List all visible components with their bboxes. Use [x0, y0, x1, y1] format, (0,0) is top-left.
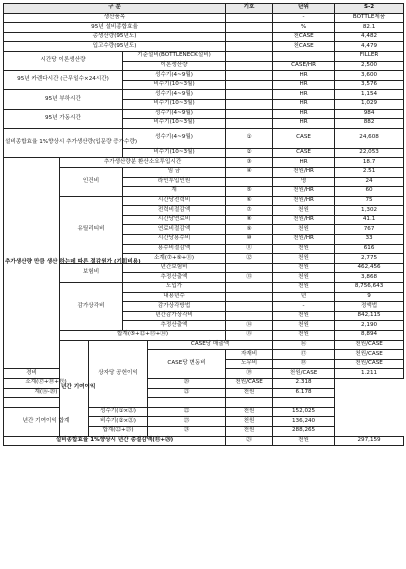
row-value: 8,756,643: [335, 283, 404, 293]
table-row: [4, 283, 404, 293]
row-symbol: ㉑: [148, 388, 226, 398]
row-value: 2,500: [335, 61, 404, 71]
row-value: 75: [335, 196, 404, 206]
row-value: 1,154: [335, 90, 404, 100]
cost-section-label: 추가생산량 만큼 생산 하는데 따른 절감원가 (기회비용): [4, 158, 60, 369]
row-symbol: ⑯: [273, 340, 335, 350]
group-label: CASE당 변동비: [148, 350, 226, 379]
row-label: 합계(㉒+㉓): [89, 426, 148, 436]
row-unit: 천원/CASE: [335, 340, 404, 350]
row-label: 시간당전력비: [123, 196, 226, 206]
row-label: 이론생산량: [123, 61, 226, 71]
row-label: 년간보험비: [123, 263, 226, 273]
row-unit: HR: [273, 109, 335, 119]
row-label: 총생산량(95년도): [4, 32, 226, 42]
row-value: 152,025: [273, 407, 335, 417]
row-unit: 명: [273, 177, 335, 187]
row-value: 9: [335, 292, 404, 302]
row-value: 842,115: [335, 311, 404, 321]
row-label: 성수기(4~9월): [123, 71, 226, 81]
row-symbol: ⑤: [226, 187, 273, 197]
row-unit: 천원: [273, 263, 335, 273]
row-unit: 천원: [273, 254, 335, 264]
row-unit: HR: [273, 99, 335, 109]
row-value: 60: [335, 187, 404, 197]
total-savings-value: 297,159: [335, 436, 404, 446]
row-unit: 천원/CASE: [335, 359, 404, 369]
row-unit: 천원/HR: [273, 235, 335, 245]
row-unit: HR: [273, 119, 335, 129]
row-symbol: ㉓: [148, 417, 226, 427]
table-row: [4, 128, 404, 148]
table-row: [4, 398, 404, 408]
row-value: 2,190: [335, 321, 404, 331]
row-symbol: ⑫: [226, 254, 273, 264]
row-value: 82.1: [335, 23, 404, 33]
row-value: 41.1: [335, 215, 404, 225]
row-symbol: ③: [226, 158, 273, 168]
row-label: 감가상각방법: [123, 302, 226, 312]
header-value: S-2: [335, 4, 404, 14]
row-value: 3,600: [335, 71, 404, 81]
table-row: [4, 71, 404, 81]
table-row: [4, 109, 404, 119]
row-value: 984: [335, 109, 404, 119]
row-value: 8,894: [335, 331, 404, 341]
row-symbol: ⑬: [226, 273, 273, 283]
row-label: 연료비절감액: [123, 225, 226, 235]
row-label: 시간당용수비: [123, 235, 226, 245]
row-label: 추가생산량분 환산소요투입시간: [60, 158, 226, 168]
group-label: 95년 가동시간: [4, 109, 123, 128]
row-label: 성수기(4~9월): [123, 90, 226, 100]
row-value: 462,456: [335, 263, 404, 273]
row-label: 전력비절감액: [123, 206, 226, 216]
row-symbol: ⑳: [148, 378, 226, 388]
row-value: 6.178: [273, 388, 335, 398]
row-label: 경비: [4, 369, 60, 379]
table-row: [4, 331, 404, 341]
row-label: 비수기(10~3월): [123, 119, 226, 129]
row-value: 18.7: [335, 158, 404, 168]
table-row: [4, 196, 404, 206]
row-unit: HR: [273, 80, 335, 90]
total-savings-symbol: ㉕: [226, 436, 273, 446]
row-unit: HR: [273, 158, 335, 168]
row-value: 4,482: [335, 32, 404, 42]
group-label: 년간 기여이익 합계: [4, 407, 89, 436]
table-row: [4, 167, 404, 177]
row-label: CASE당 매출액: [148, 340, 273, 350]
row-value: 767: [335, 225, 404, 235]
table-row: [4, 13, 404, 23]
row-value: 136,240: [273, 417, 335, 427]
row-label: 성수기(①×㉑): [89, 407, 148, 417]
row-unit: 천CASE: [273, 32, 335, 42]
group-label: 95년 부하시간: [4, 90, 123, 109]
row-label: 추정산출액: [123, 321, 226, 331]
row-symbol: ㉔: [148, 426, 226, 436]
row-symbol: ⑮: [226, 331, 273, 341]
row-unit: 천원: [273, 321, 335, 331]
row-label: 도입가: [123, 283, 226, 293]
row-label: 임 금: [123, 167, 226, 177]
row-value: 3,868: [335, 273, 404, 283]
row-unit: 천원/HR: [273, 167, 335, 177]
table-row: [4, 32, 404, 42]
row-label: 비수기(10~3월): [123, 148, 226, 158]
row-unit: HR: [273, 90, 335, 100]
row-value: 1.211: [335, 369, 404, 379]
row-unit: 년: [273, 292, 335, 302]
table-row: [4, 407, 404, 417]
table-row: [4, 23, 404, 33]
row-label: 계: [123, 187, 226, 197]
row-unit: 천원: [273, 273, 335, 283]
row-symbol: ⑥: [226, 196, 273, 206]
row-value: 33: [335, 235, 404, 245]
group-label: 유틸리티비: [60, 196, 123, 263]
row-value: 1,302: [335, 206, 404, 216]
row-unit: 천원: [273, 311, 335, 321]
row-unit: 천원/CASE: [226, 378, 273, 388]
row-unit: -: [273, 13, 335, 23]
row-label: 라인투입인원: [123, 177, 226, 187]
row-symbol: ①: [226, 128, 273, 148]
group-label: 보험비: [60, 263, 123, 282]
group-label: 설비종합효율 1%향상시 추가생산량(입문량 증가수량): [4, 128, 123, 158]
row-label: 추정산출액: [123, 273, 226, 283]
row-unit: 천원/HR: [273, 187, 335, 197]
group-label: 시간당 이론생산량: [4, 51, 123, 70]
row-symbol: ⑲: [226, 369, 273, 379]
row-unit: 천원: [273, 206, 335, 216]
table-row: [4, 90, 404, 100]
row-unit: 천원: [226, 407, 273, 417]
row-label: 합계(⑤+⑫+⑬+⑭): [60, 331, 226, 341]
row-value: 24: [335, 177, 404, 187]
row-unit: -: [273, 302, 335, 312]
table-header-row: [4, 4, 404, 14]
row-label: 용수비절감액: [123, 244, 226, 254]
row-symbol: ㉒: [148, 407, 226, 417]
row-label: 비수기(10~3월): [123, 80, 226, 90]
row-label: 성수기(4~9월): [123, 109, 226, 119]
row-symbol: ⑨: [226, 225, 273, 235]
row-symbol: ②: [226, 148, 273, 158]
table-row: [4, 42, 404, 52]
group-label: 인건비: [60, 167, 123, 196]
row-symbol: ⑱: [273, 359, 335, 369]
row-unit: 천원: [226, 426, 273, 436]
row-unit: %: [273, 23, 335, 33]
total-savings-unit: 천원: [273, 436, 335, 446]
table-row: [4, 158, 404, 168]
row-value: 24,608: [335, 128, 404, 148]
row-label: 비수기(②×㉑): [89, 417, 148, 427]
row-symbol: ⑭: [226, 321, 273, 331]
row-symbol: ④: [226, 167, 273, 177]
row-unit: 천원/HR: [273, 196, 335, 206]
row-label: 자재비: [226, 350, 273, 360]
row-value: 2.318: [273, 378, 335, 388]
group-label: 상자당 공헌이익: [89, 340, 148, 407]
total-savings-label: 설비종합효율 1%향상시 년간 총절감액(⑮+㉔): [4, 436, 226, 446]
row-symbol: ⑪: [226, 244, 273, 254]
row-label: 계(⑯-⑳): [4, 388, 89, 398]
row-label: 년간감가상각비: [123, 311, 226, 321]
efficiency-table: [3, 3, 404, 446]
table-row: [4, 436, 404, 446]
table-row: [4, 340, 404, 350]
row-value: 정액법: [335, 302, 404, 312]
row-symbol: ⑦: [226, 206, 273, 216]
row-label: 기준설비(BOTTLENECK설비): [123, 51, 226, 61]
row-label: 생산품목: [4, 13, 226, 23]
row-value: 1,029: [335, 99, 404, 109]
row-unit: 천원/CASE: [335, 350, 404, 360]
row-unit: 천원: [226, 417, 273, 427]
row-value: FILLER: [335, 51, 404, 61]
row-unit: CASE: [273, 128, 335, 148]
row-value: 2.51: [335, 167, 404, 177]
row-symbol: ⑧: [226, 215, 273, 225]
row-unit: CASE/HR: [273, 61, 335, 71]
row-unit: 천원: [226, 388, 273, 398]
row-unit: 천원: [273, 225, 335, 235]
row-unit: 천원/CASE: [273, 369, 335, 379]
header-unit: 단위: [273, 4, 335, 14]
row-value: 616: [335, 244, 404, 254]
row-label: 비수기(10~3월): [123, 99, 226, 109]
table-row: [4, 51, 404, 61]
row-label: 시간당연료비: [123, 215, 226, 225]
row-unit: 천원: [273, 244, 335, 254]
row-symbol: ⑰: [273, 350, 335, 360]
row-label: 성수기(4~9월): [123, 128, 226, 148]
group-label: 감가상각비: [60, 283, 123, 331]
row-label: 노무비: [226, 359, 273, 369]
row-unit: 천원: [273, 331, 335, 341]
row-value: 22,053: [335, 148, 404, 158]
row-unit: CASE: [273, 148, 335, 158]
row-label: 소계(⑦+⑨+⑪): [123, 254, 226, 264]
row-symbol: ⑩: [226, 235, 273, 245]
row-label: 내용년수: [123, 292, 226, 302]
row-value: 4,479: [335, 42, 404, 52]
header-item: 구 분: [4, 4, 226, 14]
row-unit: 천원/HR: [273, 215, 335, 225]
row-label: 95년 설비종합효율: [4, 23, 226, 33]
row-value: BOTTLE제품: [335, 13, 404, 23]
row-value: 2,775: [335, 254, 404, 264]
group-label: 95년 카렌다시간 (근무일수×24시간): [4, 71, 123, 90]
row-unit: 천원: [273, 283, 335, 293]
profit-section-label: 년간 기여이익: [60, 340, 89, 436]
row-value: 882: [335, 119, 404, 129]
row-label: 입고수량(95년도): [4, 42, 226, 52]
header-symbol: 기호: [226, 4, 273, 14]
document-page: [3, 3, 403, 446]
row-value: 3,576: [335, 80, 404, 90]
row-value: 288,265: [273, 426, 335, 436]
row-unit: HR: [273, 71, 335, 81]
row-label: 소계(⑰+⑱+⑲): [4, 378, 89, 388]
row-unit: 천CASE: [273, 42, 335, 52]
